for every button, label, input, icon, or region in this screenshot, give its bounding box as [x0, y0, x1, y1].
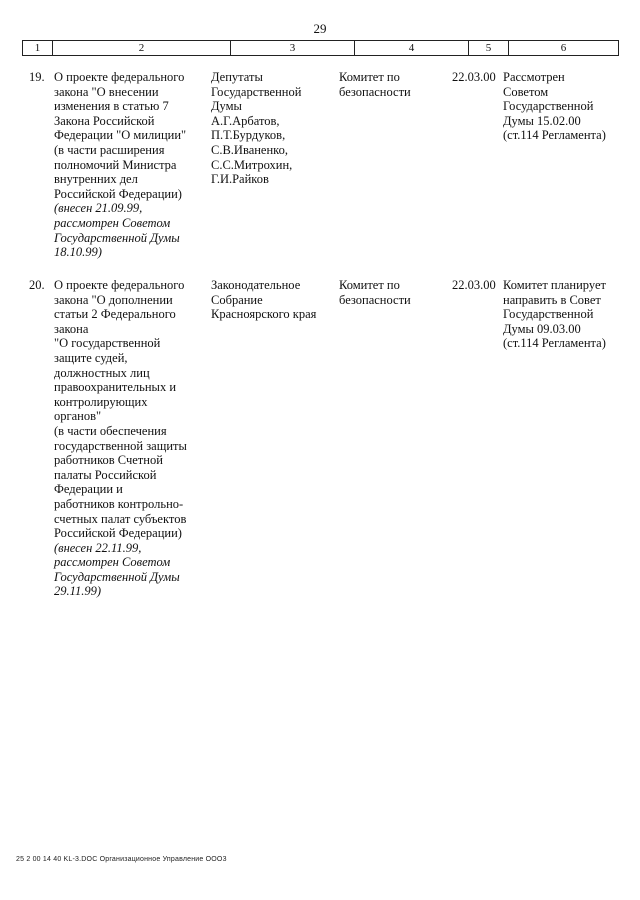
text-line: направить в Совет	[503, 292, 601, 307]
text-line: Федерации и	[54, 482, 123, 497]
text-line: Думы 15.02.00	[503, 113, 581, 128]
text-line: работников Счетной	[54, 453, 163, 468]
text-line: (ст.114 Регламента)	[503, 128, 606, 143]
text-line: Государственной	[503, 99, 594, 114]
column-header-6: 6	[509, 41, 619, 56]
text-line: Государственной	[503, 307, 594, 322]
text-line: П.Т.Бурдуков,	[211, 128, 286, 143]
text-line: изменения в статью 7	[54, 99, 169, 114]
text-line: рассмотрен Советом	[54, 555, 171, 570]
column-header-3: 3	[231, 41, 355, 56]
text-line: 18.10.99)	[54, 245, 102, 260]
text-line: Государственной	[211, 84, 302, 99]
bill-title	[54, 278, 206, 599]
text-line: Законодательное	[211, 278, 301, 292]
text-line: защите судей,	[54, 350, 128, 365]
text-line: (внесен 22.11.99,	[54, 540, 142, 555]
text-line: Советом	[503, 84, 549, 99]
text-line: "О государственной	[54, 336, 161, 351]
text-line: закона "О внесении	[54, 84, 159, 99]
text-line: Комитет планирует	[503, 278, 606, 292]
bill-title-lines	[54, 278, 206, 541]
column-header-4: 4	[355, 41, 469, 56]
text-line: государственной защиты	[54, 438, 187, 453]
text-line: Российской Федерации)	[54, 526, 182, 541]
text-line: Российской Федерации)	[54, 186, 182, 201]
column-header-2: 2	[53, 41, 231, 56]
document-footer: 25 2 00 14 40 KL-3.DOC Организационное Управление ООО3	[16, 856, 227, 863]
text-line: Г.И.Райков	[211, 172, 269, 187]
row-number: 20.	[29, 278, 45, 292]
bill-authors	[211, 278, 333, 322]
text-line: закона	[54, 321, 89, 336]
text-line: палаты Российской	[54, 467, 157, 482]
text-line: А.Г.Арбатов,	[211, 113, 280, 128]
text-line: счетных палат субъектов	[54, 511, 187, 526]
column-header-1: 1	[23, 41, 53, 56]
bill-note	[54, 541, 206, 599]
text-line: контролирующих	[54, 394, 148, 409]
text-line: (в части обеспечения	[54, 423, 167, 438]
bill-title-lines	[54, 70, 206, 201]
bill-status	[503, 70, 621, 143]
text-line: Государственной Думы	[54, 230, 180, 245]
text-line: Рассмотрен	[503, 70, 565, 84]
text-line: статьи 2 Федерального	[54, 307, 176, 322]
text-line: Государственной Думы	[54, 569, 180, 584]
text-line: закона "О дополнении	[54, 292, 173, 307]
text-line: О проекте федерального	[54, 278, 185, 292]
text-line: органов"	[54, 409, 102, 424]
text-line: внутренних дел	[54, 172, 138, 187]
text-line: 29.11.99)	[54, 584, 101, 599]
text-line: Думы 09.03.00	[503, 321, 581, 336]
text-line: безопасности	[339, 84, 411, 99]
text-line: С.В.Иваненко,	[211, 142, 288, 157]
page-number: 29	[313, 21, 327, 36]
bill-title	[54, 70, 206, 260]
responsible-committee	[339, 278, 449, 307]
text-line: правоохранительных и	[54, 380, 177, 395]
column-header-table	[22, 40, 619, 56]
column-header-5: 5	[469, 41, 509, 56]
text-line: (в части расширения	[54, 142, 165, 157]
text-line: должностных лиц	[54, 365, 150, 380]
text-line: Федерации "О милиции"	[54, 128, 187, 143]
review-date: 22.03.00	[452, 70, 496, 84]
text-line: С.С.Митрохин,	[211, 157, 293, 172]
text-line: Думы	[211, 99, 242, 114]
responsible-committee	[339, 70, 449, 99]
text-line: работников контрольно-	[54, 496, 184, 511]
text-line: (внесен 21.09.99,	[54, 201, 143, 216]
text-line: полномочий Министра	[54, 157, 177, 172]
text-line: (ст.114 Регламента)	[503, 336, 606, 351]
bill-status	[503, 278, 621, 351]
text-line: Красноярского края	[211, 307, 317, 322]
text-line: безопасности	[339, 292, 411, 307]
row-number: 19.	[29, 70, 45, 84]
review-date: 22.03.00	[452, 278, 496, 292]
text-line: рассмотрен Советом	[54, 215, 171, 230]
text-line: Закона Российской	[54, 113, 155, 128]
text-line: Собрание	[211, 292, 263, 307]
text-line: О проекте федерального	[54, 70, 185, 84]
text-line: Комитет по	[339, 70, 400, 84]
text-line: Депутаты	[211, 70, 263, 84]
text-line: Комитет по	[339, 278, 400, 292]
bill-note	[54, 201, 206, 259]
bill-authors	[211, 70, 333, 187]
